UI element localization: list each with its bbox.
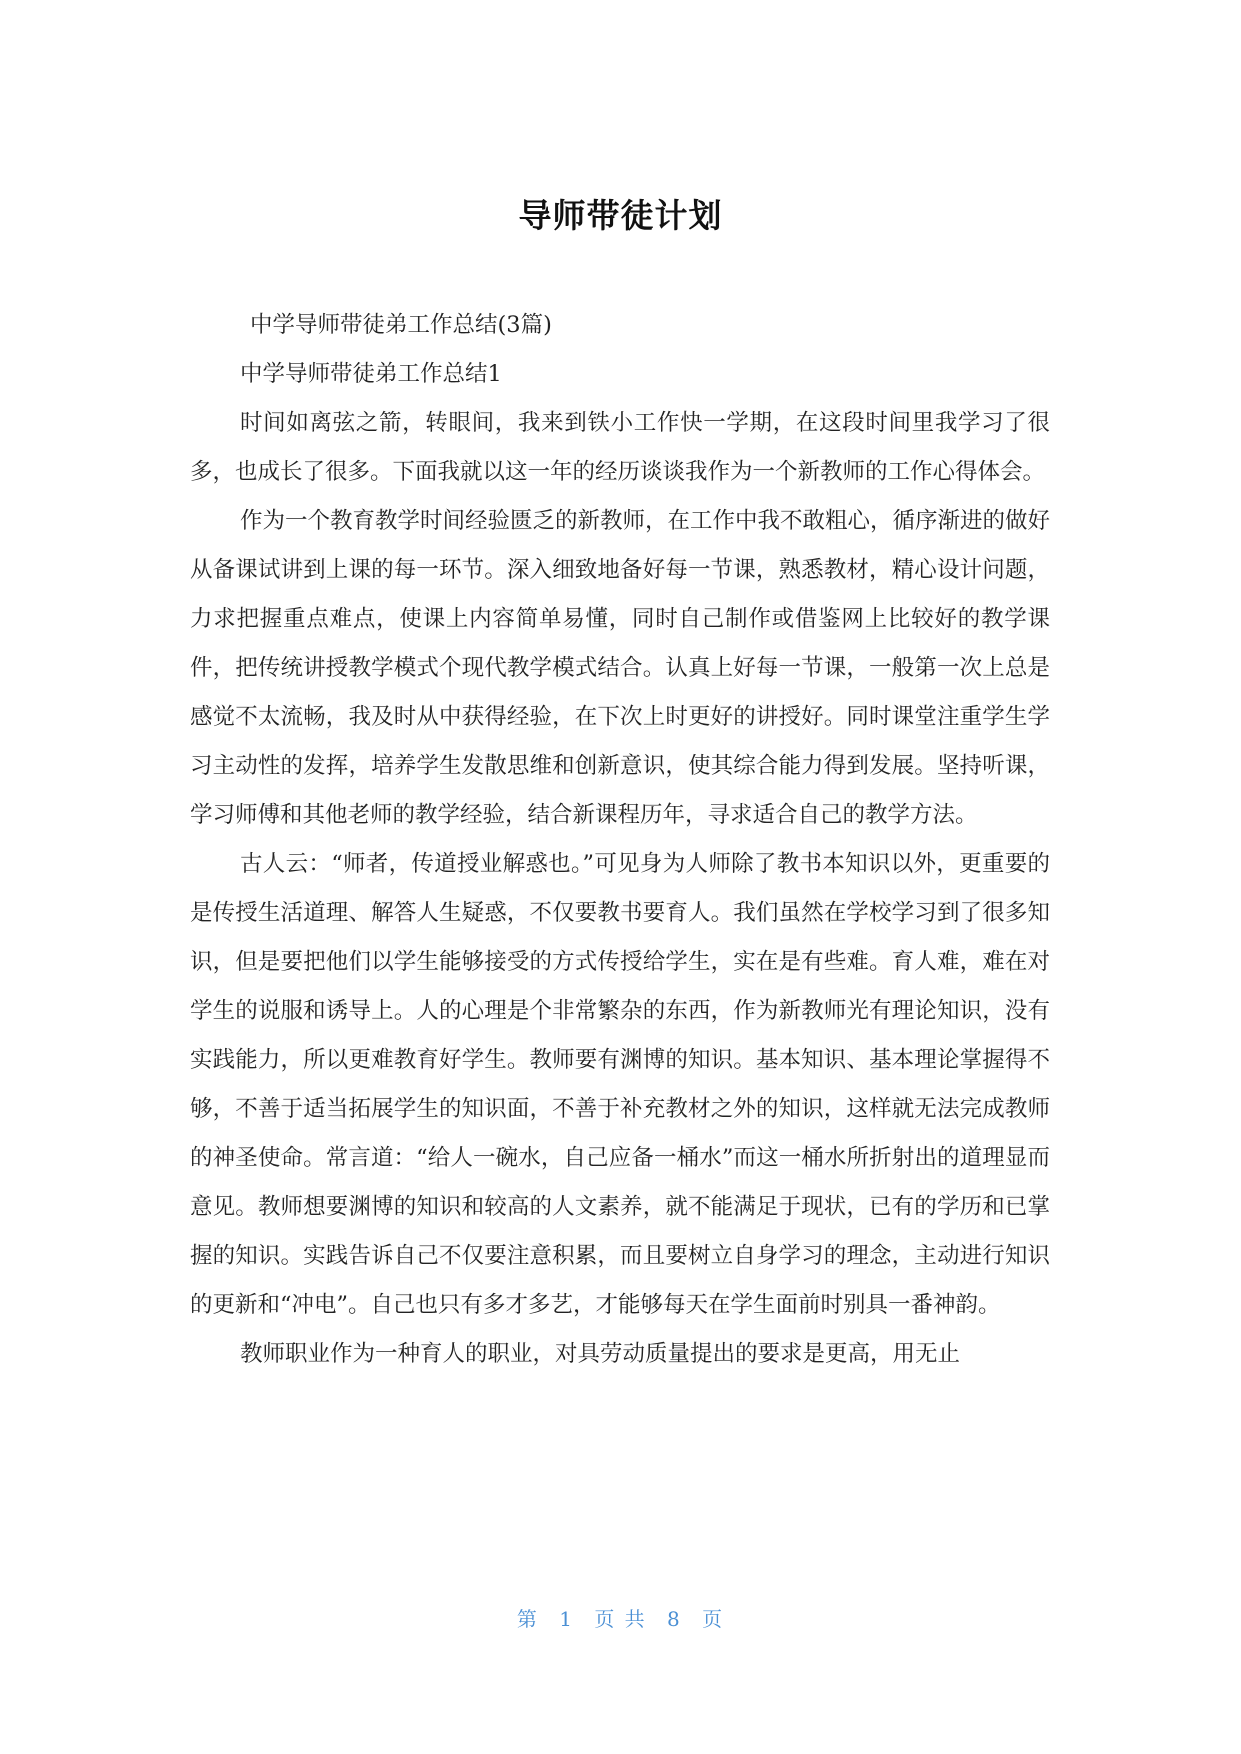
page-footer xyxy=(0,1603,1241,1632)
current-page-number: 1 xyxy=(559,1607,574,1631)
footer-middle: 页 共 xyxy=(594,1607,647,1631)
footer-prefix: 第 xyxy=(516,1607,539,1631)
paragraph: 作为一个教育教学时间经验匮乏的新教师，在工作中我不敢粗心，循序渐进的做好从备课试讲到上课的每一环节。深入细致地备好每一节课，熟悉教材，精心设计问题，力求把握重点难点，使课上内容简单易懂，同时自己制作或借鉴网上比较好的教学课件，把传统讲授教学模式个现代教学模式结合。认真上好每一节课，一般第一次上总是感觉不太流畅，我及时从中获得经验，在下次上时更好的讲授好。同时课堂注重学生学习主动性的发挥，培养学生发散思维和创新意识，使其综合能力得到发展。坚持听课，学习师傅和其他老师的教学经验，结合新课程历年，寻求适合自己的教学方法。 xyxy=(190,508,1051,828)
document-subtitle: 中学导师带徒弟工作总结(3篇) xyxy=(250,312,552,338)
section-heading: 中学导师带徒弟工作总结1 xyxy=(240,361,502,387)
paragraph: 古人云：“师者，传道授业解惑也。”可见身为人师除了教书本知识以外，更重要的是传授生活道理、解答人生疑惑，不仅要教书要育人。我们虽然在学校学习到了很多知识，但是要把他们以学生能够接受的方式传授给学生，实在是有些难。育人难，难在对学生的说服和诱导上。人的心理是个非常繁杂的东西，作为新教师光有理论知识，没有实践能力，所以更难教育好学生。教师要有渊博的知识。基本知识、基本理论掌握得不够，不善于适当拓展学生的知识面，不善于补充教材之外的知识，这样就无法完成教师的神圣使命。常言道：“给人一碗水，自己应备一桶水”而这一桶水所折射出的道理显而意见。教师想要渊博的知识和较高的人文素养，就不能满足于现状，已有的学历和已掌握的知识。实践告诉自己不仅要注意积累，而且要树立自身学习的理念，主动进行知识的更新和“冲电”。自己也只有多才多艺，才能够每天在学生面前时别具一番神韵。 xyxy=(190,851,1050,1318)
paragraph: 教师职业作为一种育人的职业，对具劳动质量提出的要求是更高，用无止 xyxy=(240,1341,961,1367)
total-page-count: 8 xyxy=(667,1607,682,1631)
document-body xyxy=(190,301,1050,1379)
paragraph: 时间如离弦之箭，转眼间，我来到铁小工作快一学期，在这段时间里我学习了很多，也成长了很多。下面我就以这一年的经历谈谈我作为一个新教师的工作心得体会。 xyxy=(190,410,1050,485)
footer-suffix: 页 xyxy=(702,1607,725,1631)
document-title: 导师带徒计划 xyxy=(518,196,723,235)
